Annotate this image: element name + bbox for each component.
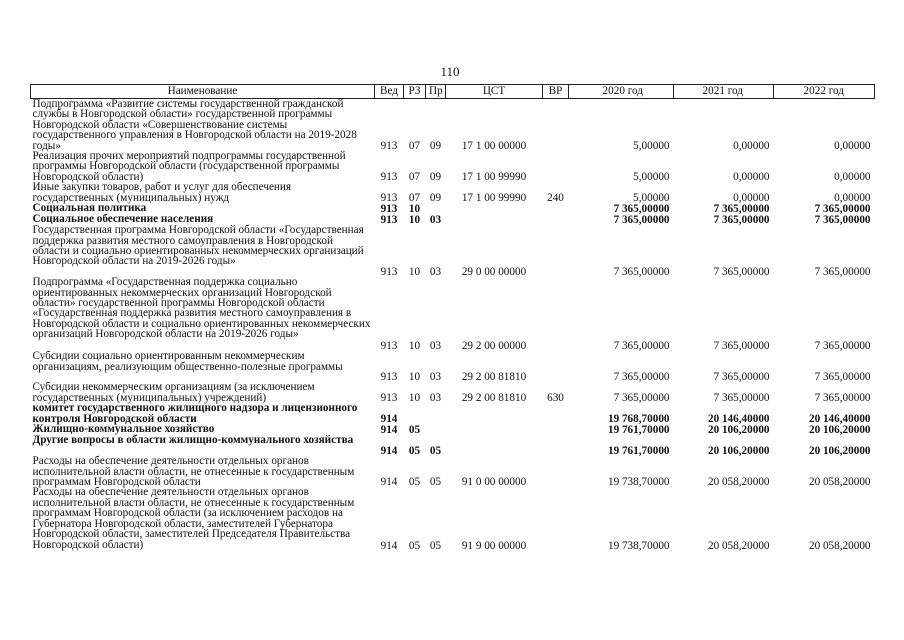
cell-ved: 914 <box>380 444 398 457</box>
cell-y2022: 20 146,40000 <box>808 412 871 425</box>
cell-y2021: 20 146,40000 <box>707 412 770 425</box>
cell-cst: 29 2 00 00000 <box>461 339 527 352</box>
cell-cst <box>446 424 543 435</box>
cell-cst <box>446 203 543 214</box>
cell-ved: 914 <box>380 540 398 553</box>
cell-y2020: 7 365,00000 <box>613 339 670 352</box>
cell-y2021: 7 365,00000 <box>713 202 770 215</box>
cell-rz: 05 <box>408 444 421 457</box>
cell-y2022: 20 058,20000 <box>808 540 871 553</box>
cell-y2020: 19 768,70000 <box>607 412 670 425</box>
cell-ved: 914 <box>380 476 398 489</box>
cell-ved: 913 <box>380 339 398 352</box>
cell-y2022: 7 365,00000 <box>814 391 871 404</box>
cell-rz: 10 <box>408 265 421 278</box>
cell-ved: 913 <box>380 170 398 183</box>
cell-pr: 09 <box>429 191 442 204</box>
cell-vr: 240 <box>547 191 564 204</box>
table-row <box>31 435 875 456</box>
cell-cst <box>446 214 543 225</box>
cell-vr <box>543 99 569 152</box>
cell-y2021: 7 365,00000 <box>713 213 770 226</box>
table-row <box>31 487 875 551</box>
cell-y2020: 5,00000 <box>633 139 670 152</box>
cell-ved: 913 <box>380 139 398 152</box>
cell-name: Подпрограмма «Развитие системы государственной гражданской службы в Новгородской области» государственной программы Новгородской области «Совершенствование системы государственного управления в Новгородской области на 2019-2028 годы» <box>32 98 357 152</box>
header-rz: РЗ <box>404 85 426 99</box>
cell-y2020: 7 365,00000 <box>613 370 670 383</box>
cell-ved: 913 <box>380 370 398 383</box>
cell-y2020: 5,00000 <box>633 191 670 204</box>
header-2022: 2022 год <box>774 85 875 99</box>
cell-name: Государственная программа Новгородской области «Государственная поддержка развития местного самоуправления в Новгородской области и социально ориентированных некоммерческих организаций Новгородской области на 2019-2026 годы» <box>32 224 364 268</box>
cell-vr <box>543 487 569 551</box>
cell-pr: 05 <box>429 476 442 489</box>
cell-pr: 03 <box>429 370 442 383</box>
cell-y2021: 7 365,00000 <box>713 339 770 352</box>
cell-y2022: 7 365,00000 <box>814 339 871 352</box>
cell-ved: 914 <box>380 423 398 436</box>
cell-rz: 10 <box>408 213 421 226</box>
table-row <box>31 182 875 203</box>
page-number: 110 <box>440 64 460 79</box>
cell-y2020: 7 365,00000 <box>613 265 670 278</box>
cell-cst <box>446 435 543 456</box>
cell-y2020: 7 365,00000 <box>613 202 670 215</box>
cell-y2021: 0,00000 <box>733 139 770 152</box>
cell-ved: 913 <box>380 191 398 204</box>
cell-ved: 914 <box>380 412 398 425</box>
cell-cst: 17 1 00 99990 <box>461 170 527 183</box>
cell-vr <box>543 225 569 277</box>
cell-y2021: 0,00000 <box>733 170 770 183</box>
cell-pr: 03 <box>429 213 442 226</box>
cell-name: Реализация прочих мероприятий подпрограммы государственной программы Новгородской области (государственной программы Новгородской области) <box>32 150 346 183</box>
cell-pr: 09 <box>429 170 442 183</box>
cell-y2020: 7 365,00000 <box>613 213 670 226</box>
cell-cst: 91 9 00 00000 <box>461 540 527 553</box>
cell-pr: 03 <box>429 391 442 404</box>
cell-y2022: 7 365,00000 <box>814 213 871 226</box>
cell-y2020: 5,00000 <box>633 170 670 183</box>
cell-y2022: 7 365,00000 <box>814 202 871 215</box>
header-ved: Вед <box>375 85 404 99</box>
table-row <box>31 351 875 382</box>
table-header <box>31 85 875 99</box>
cell-vr <box>543 277 569 351</box>
budget-table <box>30 84 875 551</box>
cell-vr <box>543 424 569 435</box>
cell-vr: 630 <box>547 391 564 404</box>
cell-name: Расходы на обеспечение деятельности отдельных органов исполнительной власти области, не отнесенные к государственным программам Новгородской области <box>32 455 355 489</box>
cell-rz: 05 <box>408 476 421 489</box>
cell-name: Расходы на обеспечение деятельности отдельных органов исполнительной власти области, не отнесенные к государственным программам Новгородской области (за исключением расходов на Губернатора Новгородской области, заместителей Губернатора Новгородской области, заместителей Председателя Правительства Новгородской области) <box>32 486 355 551</box>
cell-rz: 10 <box>408 391 421 404</box>
cell-y2020: 7 365,00000 <box>613 391 670 404</box>
table-row <box>31 456 875 487</box>
header-vr: ВР <box>543 85 569 99</box>
table-row <box>31 225 875 277</box>
cell-rz: 10 <box>408 202 421 215</box>
cell-rz: 07 <box>408 170 421 183</box>
cell-name: Субсидии некоммерческим организациям (за исключением государственных (муниципальных) учреждений) <box>32 381 315 404</box>
cell-cst: 29 2 00 81810 <box>461 391 527 404</box>
cell-cst: 17 1 00 00000 <box>461 139 527 152</box>
cell-rz: 10 <box>408 339 421 352</box>
cell-cst: 91 0 00 00000 <box>461 476 527 489</box>
cell-y2022: 20 106,20000 <box>808 423 871 436</box>
cell-y2020: 19 761,70000 <box>607 444 670 457</box>
cell-pr <box>426 403 446 424</box>
cell-y2021: 20 058,20000 <box>707 540 770 553</box>
cell-y2022: 0,00000 <box>834 170 871 183</box>
cell-name: Субсидии социально ориентированным некоммерческим организациям, реализующим общественно-полезные программы <box>32 350 343 373</box>
cell-cst: 29 2 00 81810 <box>461 370 527 383</box>
cell-vr <box>543 456 569 487</box>
cell-rz <box>404 403 426 424</box>
cell-ved: 913 <box>380 265 398 278</box>
cell-rz: 05 <box>408 423 421 436</box>
cell-name: Социальное обеспечение населения <box>32 213 214 226</box>
table-row <box>31 382 875 403</box>
cell-rz: 10 <box>408 370 421 383</box>
cell-cst: 29 0 00 00000 <box>461 265 527 278</box>
cell-vr <box>543 214 569 225</box>
header-2021: 2021 год <box>674 85 774 99</box>
cell-pr: 05 <box>429 540 442 553</box>
cell-vr <box>543 203 569 214</box>
cell-y2021: 7 365,00000 <box>713 391 770 404</box>
cell-ved: 913 <box>380 202 398 215</box>
header-cst: ЦСТ <box>446 85 543 99</box>
cell-y2022: 20 106,20000 <box>808 444 871 457</box>
cell-rz: 05 <box>408 540 421 553</box>
cell-y2021: 7 365,00000 <box>713 370 770 383</box>
cell-vr <box>543 151 569 182</box>
cell-vr <box>543 351 569 382</box>
cell-y2020: 19 761,70000 <box>607 423 670 436</box>
header-pr: Пр <box>426 85 446 99</box>
cell-rz: 07 <box>408 191 421 204</box>
cell-name: комитет государственного жилищного надзора и лицензионного контроля Новгородской области <box>32 402 358 425</box>
cell-name: Подпрограмма «Государственная поддержка социально ориентированных некоммерческих организаций Новгородской области» государственной программы Новгородской области «Государственная поддержка развития местного самоуправления в Новгородской области и социально ориентированных некоммерческих организаций Новгородской области на 2019-2026 годы» <box>32 276 371 341</box>
cell-pr <box>426 424 446 435</box>
cell-vr <box>543 403 569 424</box>
table-row <box>31 99 875 152</box>
cell-name: Иные закупки товаров, работ и услуг для обеспечения государственных (муниципальных) нужд <box>32 181 292 204</box>
cell-pr: 09 <box>429 139 442 152</box>
cell-y2020: 19 738,70000 <box>607 476 670 489</box>
cell-pr: 03 <box>429 265 442 278</box>
cell-y2021: 20 106,20000 <box>707 444 770 457</box>
cell-cst: 17 1 00 99990 <box>461 191 527 204</box>
table-row <box>31 151 875 182</box>
header-2020: 2020 год <box>569 85 674 99</box>
cell-y2021: 20 058,20000 <box>707 476 770 489</box>
cell-name: Социальная политика <box>32 202 147 215</box>
cell-y2022: 0,00000 <box>834 191 871 204</box>
cell-name: Другие вопросы в области жилищно-коммунального хозяйства <box>32 434 354 447</box>
cell-pr: 03 <box>429 339 442 352</box>
cell-y2022: 7 365,00000 <box>814 370 871 383</box>
cell-name: Жилищно-коммунальное хозяйство <box>32 423 215 436</box>
cell-cst <box>446 403 543 424</box>
cell-pr <box>426 203 446 214</box>
cell-y2021: 0,00000 <box>733 191 770 204</box>
cell-y2020: 19 738,70000 <box>607 540 670 553</box>
cell-y2021: 20 106,20000 <box>707 423 770 436</box>
table-row <box>31 403 875 424</box>
cell-vr <box>543 435 569 456</box>
cell-y2021: 7 365,00000 <box>713 265 770 278</box>
table-row <box>31 277 875 351</box>
table-body <box>31 99 875 552</box>
header-name: Наименование <box>31 85 375 99</box>
cell-ved: 913 <box>380 391 398 404</box>
cell-y2022: 20 058,20000 <box>808 476 871 489</box>
cell-y2022: 0,00000 <box>834 139 871 152</box>
cell-ved: 913 <box>380 213 398 226</box>
cell-y2022: 7 365,00000 <box>814 265 871 278</box>
cell-rz: 07 <box>408 139 421 152</box>
cell-pr: 05 <box>429 444 442 457</box>
